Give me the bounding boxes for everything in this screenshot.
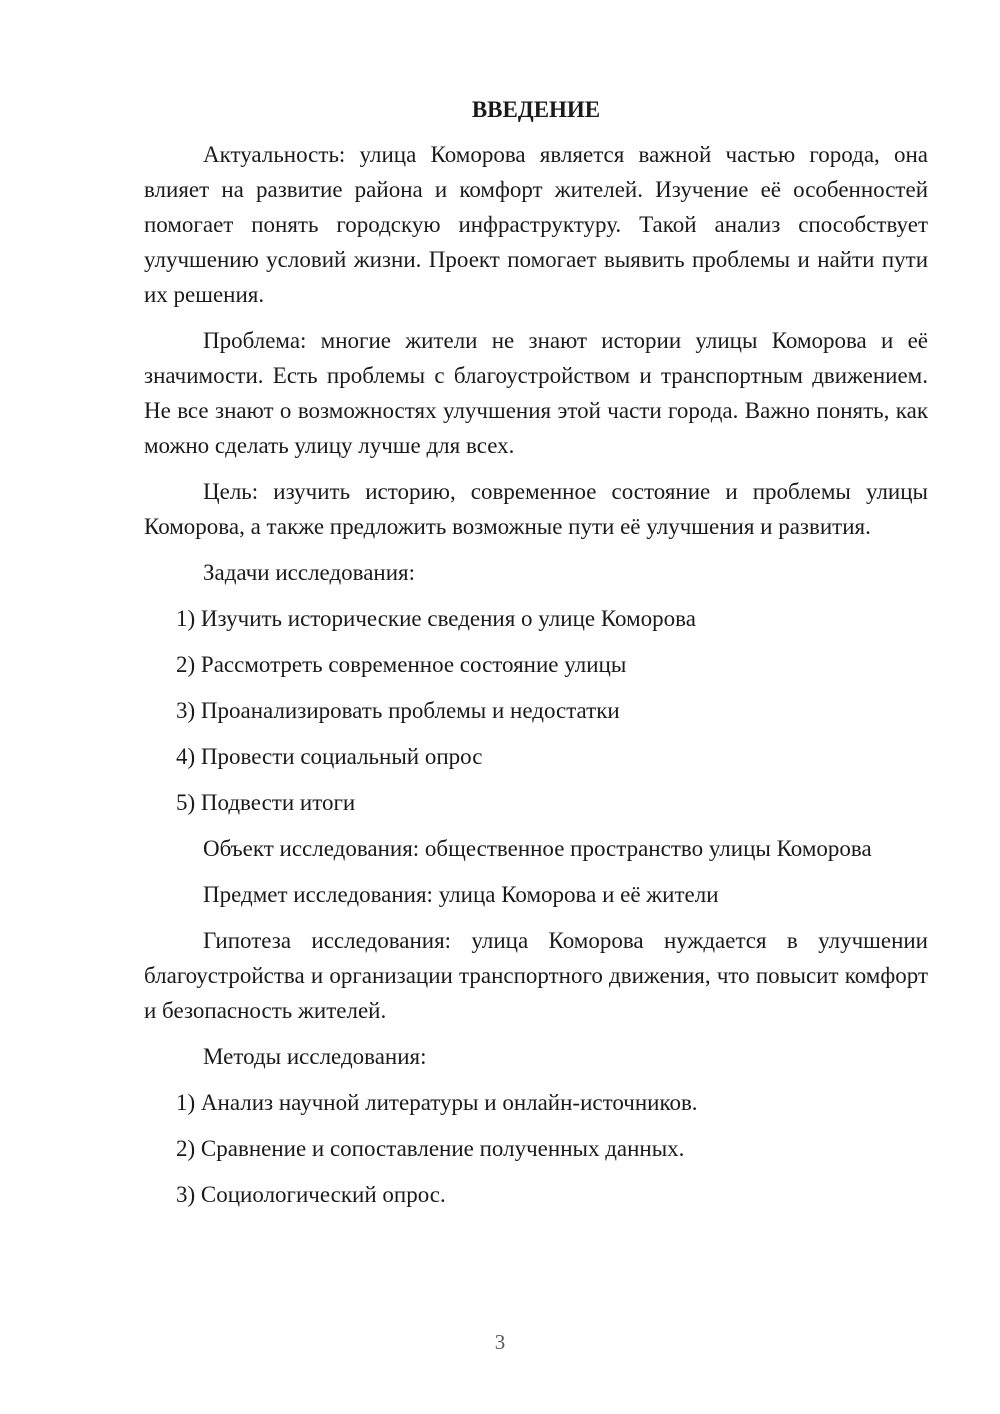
method-item: 2) Сравнение и сопоставление полученных данных. — [176, 1136, 685, 1161]
methods-title: Методы исследования: — [203, 1044, 427, 1069]
section-heading: ВВЕДЕНИЕ — [471, 97, 601, 122]
hypothesis-paragraph: Гипотеза исследования: улица Коморова нуждается в улучшении благоустройства и организации транспортного движения, что повысит комфорт и безопасность жителей. — [144, 928, 928, 1023]
relevance-paragraph: Актуальность: улица Коморова является важной частью города, она влияет на развитие района и комфорт жителей. Изучение её особенностей помогает понять городскую инфраструктуру. Такой анализ способствует улучшению условий жизни. Проект помогает выявить проблемы и найти пути их решения. — [144, 142, 928, 307]
task-item: 4) Провести социальный опрос — [176, 744, 483, 769]
subject-paragraph: Предмет исследования: улица Коморова и её жители — [203, 882, 719, 907]
task-item: 2) Рассмотреть современное состояние улицы — [176, 652, 627, 677]
goal-paragraph: Цель: изучить историю, современное состояние и проблемы улицы Коморова, а также предложить возможные пути её улучшения и развития. — [144, 479, 928, 539]
task-item: 3) Проанализировать проблемы и недостатки — [176, 698, 620, 723]
tasks-title: Задачи исследования: — [203, 560, 416, 585]
page-number: 3 — [494, 1330, 506, 1354]
method-item: 1) Анализ научной литературы и онлайн-источников. — [176, 1090, 698, 1115]
object-paragraph: Объект исследования: общественное пространство улицы Коморова — [203, 836, 872, 861]
problem-paragraph: Проблема: многие жители не знают истории улицы Коморова и её значимости. Есть проблемы с благоустройством и транспортным движением. Не все знают о возможностях улучшения этой части города. Важно понять, как можно сделать улицу лучше для всех. — [144, 328, 928, 458]
task-item: 1) Изучить исторические сведения о улице Коморова — [176, 606, 696, 631]
page-content — [144, 92, 928, 1223]
task-item: 5) Подвести итоги — [176, 790, 356, 815]
method-item: 3) Социологический опрос. — [176, 1182, 446, 1207]
